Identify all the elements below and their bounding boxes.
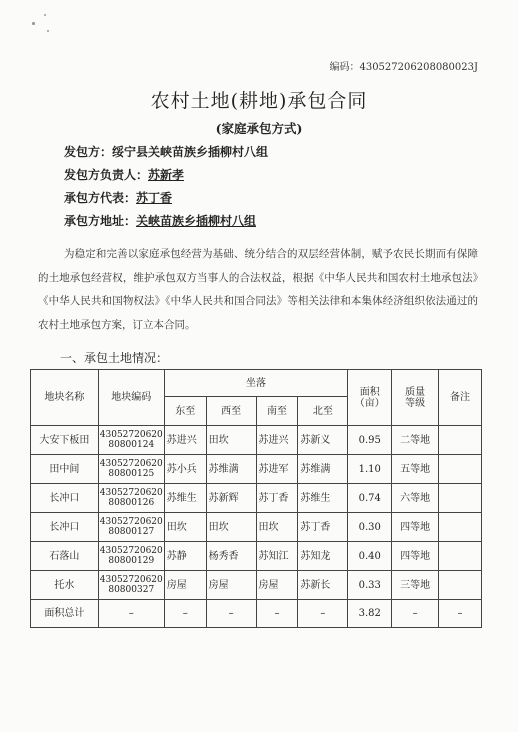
cell-west: 苏新辉	[206, 484, 256, 513]
cell-code: 43052720620 80800129	[98, 542, 164, 571]
table-total-row	[31, 600, 482, 628]
table-row	[31, 484, 482, 513]
total-quality: –	[392, 600, 439, 628]
cell-code: 43052720620 80800127	[98, 513, 164, 542]
cell-name: 田中间	[31, 455, 99, 484]
table-row	[31, 426, 482, 455]
header-quality: 质量 等级	[392, 370, 439, 426]
cell-east: 苏小兵	[164, 455, 206, 484]
party-label: 发包方：	[64, 145, 113, 159]
cell-west: 田坎	[206, 426, 256, 455]
cell-quality: 四等地	[392, 542, 439, 571]
table-row	[31, 571, 482, 600]
cell-note	[439, 542, 482, 571]
header-north: 北至	[298, 397, 348, 426]
contract-subtitle: (家庭承包方式)	[215, 121, 303, 136]
total-north: –	[298, 600, 348, 628]
cell-north: 苏维满	[298, 455, 348, 484]
scan-speck	[47, 30, 49, 32]
header-area: 面积 （亩）	[348, 370, 392, 426]
cell-quality: 四等地	[392, 513, 439, 542]
cell-east: 苏进兴	[164, 426, 206, 455]
cell-quality: 二等地	[392, 426, 439, 455]
party-contractee-rep	[64, 189, 172, 206]
cell-area: 0.95	[348, 426, 392, 455]
party-label: 承包方地址：	[64, 214, 137, 228]
header-code: 地块编码	[98, 370, 164, 426]
cell-north: 苏知龙	[298, 542, 348, 571]
cell-east: 房屋	[164, 571, 206, 600]
party-contractor-head	[64, 166, 184, 183]
header-east: 东至	[164, 397, 206, 426]
cell-north: 苏丁香	[298, 513, 348, 542]
cell-south: 苏丁香	[256, 484, 298, 513]
total-label: 面积总计	[31, 600, 99, 628]
cell-code: 43052720620 80800327	[98, 571, 164, 600]
party-contractor	[64, 143, 268, 160]
scan-speck	[44, 14, 46, 16]
total-west: –	[206, 600, 256, 628]
cell-area: 0.33	[348, 571, 392, 600]
cell-south: 房屋	[256, 571, 298, 600]
cell-east: 田坎	[164, 513, 206, 542]
table-header-row	[31, 370, 482, 397]
cell-code: 43052720620 80800126	[98, 484, 164, 513]
total-note: –	[439, 600, 482, 628]
cell-north: 苏新义	[298, 426, 348, 455]
cell-note	[439, 426, 482, 455]
cell-area: 0.30	[348, 513, 392, 542]
header-note: 备注	[439, 370, 482, 426]
cell-south: 苏知江	[256, 542, 298, 571]
total-area: 3.82	[348, 600, 392, 628]
contract-code: 编码：430527206208080023J	[329, 62, 478, 73]
total-code: –	[98, 600, 164, 628]
cell-note	[439, 513, 482, 542]
cell-note	[439, 571, 482, 600]
cell-name: 大安下板田	[31, 426, 99, 455]
cell-south: 田坎	[256, 513, 298, 542]
cell-area: 0.40	[348, 542, 392, 571]
table-row	[31, 542, 482, 571]
cell-name: 石落山	[31, 542, 99, 571]
cell-west: 房屋	[206, 571, 256, 600]
table-row	[31, 455, 482, 484]
cell-name: 长冲口	[31, 513, 99, 542]
cell-quality: 三等地	[392, 571, 439, 600]
party-value: 绥宁县关峡苗族乡插柳村八组	[112, 145, 269, 159]
party-value: 苏新孝	[148, 168, 185, 182]
scan-speck	[32, 22, 35, 25]
header-name: 地块名称	[31, 370, 99, 426]
cell-code: 43052720620 80800124	[98, 426, 164, 455]
header-location: 坐落	[164, 370, 348, 397]
cell-north: 苏新长	[298, 571, 348, 600]
party-contractee-address	[64, 212, 256, 229]
cell-quality: 五等地	[392, 455, 439, 484]
land-table	[30, 369, 482, 628]
cell-west: 苏维满	[206, 455, 256, 484]
intro-paragraph: 为稳定和完善以家庭承包经营为基础、统分结合的双层经营体制，赋予农民长期而有保障的土地承包经营权，维护承包双方当事人的合法权益，根据《中华人民共和国农村土地承包法》《中华人民共和国物权法》《中华人民共和国合同法》等相关法律和本集体经济组织依法通过的农村土地承包方案，订立本合同。	[38, 248, 478, 331]
party-label: 承包方代表：	[64, 191, 137, 205]
table-row	[31, 513, 482, 542]
header-south: 南至	[256, 397, 298, 426]
cell-west: 田坎	[206, 513, 256, 542]
cell-west: 杨秀香	[206, 542, 256, 571]
cell-east: 苏维生	[164, 484, 206, 513]
party-label: 发包方负责人：	[64, 168, 149, 182]
cell-note	[439, 484, 482, 513]
cell-south: 苏进兴	[256, 426, 298, 455]
cell-note	[439, 455, 482, 484]
header-west: 西至	[206, 397, 256, 426]
cell-name: 托水	[31, 571, 99, 600]
cell-east: 苏静	[164, 542, 206, 571]
party-value: 苏丁香	[136, 191, 173, 205]
section-title: 一、承包土地情况：	[60, 351, 169, 365]
cell-code: 43052720620 80800125	[98, 455, 164, 484]
cell-area: 0.74	[348, 484, 392, 513]
contract-title: 农村土地(耕地)承包合同	[150, 90, 368, 112]
cell-south: 苏进军	[256, 455, 298, 484]
total-east: –	[164, 600, 206, 628]
party-value: 关峡苗族乡插柳村八组	[136, 214, 257, 228]
cell-quality: 六等地	[392, 484, 439, 513]
cell-area: 1.10	[348, 455, 392, 484]
total-south: –	[256, 600, 298, 628]
cell-north: 苏维生	[298, 484, 348, 513]
cell-name: 长冲口	[31, 484, 99, 513]
